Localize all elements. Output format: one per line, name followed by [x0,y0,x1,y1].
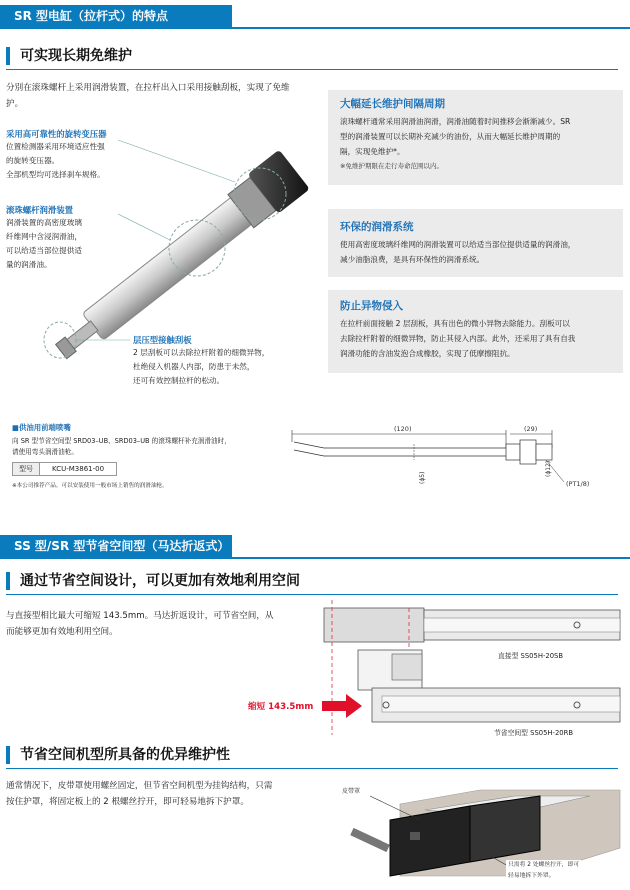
nozzle-text: 向 SR 型节省空间型 SRD03–UB、SRD03–UB 的滚珠螺杆补充润滑油时， [12,437,231,445]
model-label: 型号 [13,463,40,476]
callout-wiper-title: 层压型接触刮板 [133,335,192,345]
shorten-label: 缩短 143.5mm [248,702,314,712]
callout-lube-title: 滚珠螺杆润滑装置 [6,205,73,215]
dim-120: (120) [394,425,412,433]
panel-text: 型的润滑装置可以长期补充减少的油份，从而大幅延长维护周期的 [340,132,561,141]
sr-intro: 分別在滚珠螺杆上采用润滑装置，在拉杆出入口采用接触刮板，实现了免维护。 [6,83,290,109]
sr-heading: 可实现长期免维护 [6,47,132,65]
dim-pt: (PT1/8) [566,480,590,488]
tab-divider [0,27,630,29]
callout-text: 润滑装置的高密度玻璃 [6,218,82,227]
nozzle-info [12,422,284,489]
sr-section-tab: SR 型电缸（拉杆式）的特点 [0,5,232,27]
panel-text: 隔，实现免维护*。 [340,147,405,156]
nozzle-title: ■供油用前端喷嘴 [12,423,71,432]
panel-text: 去除拉杆附着的细微异物，防止其侵入内部。此外，还采用了具有自我 [340,334,576,343]
callout-text: 位置检测器采用环境适应性强 [6,142,105,151]
panel-foreign-matter [328,290,623,373]
screw-note-line: 轻易地拆下外罩。 [508,873,555,879]
screw-note [506,860,581,882]
direct-type-label: 直接型 SS05H-20SB [498,652,564,660]
nozzle-note: ※本公司推荐产品。可以安装使用一般市场上销售的润滑油枪。 [12,483,168,489]
maintenance-line: 通常情况下，皮带罩使用螺丝固定，但节省空间机型为挂钩结构，只需 [6,781,273,791]
callout-text: 还可有效控制拉杆的松动。 [133,376,225,385]
callout-text: 杜绝侵入机器人内部，防患于未然， [133,362,255,371]
callout-text: 可以给适当部位提供适 [6,246,82,255]
ss-intro-line: 而能够更加有效地利用空间。 [6,627,118,637]
nozzle-model-table [12,462,117,476]
shorten-arrow-icon [322,694,364,718]
ss-intro [6,608,318,640]
callout-text: 量的润滑油。 [6,260,52,269]
panel-text: 使用高密度玻璃纤维网的润滑装置可以给适当部位提供适量的润滑油， [340,240,576,249]
dim-29: (29) [524,425,538,433]
nozzle-drawing [284,420,624,500]
callout-text: 纤维网中含浸润滑油， [6,232,82,241]
dim-d12: (ϕ12) [545,460,552,477]
maintenance-line: 按住护罩，将固定板上的 2 根螺丝拧开，即可轻易地拆下护罩。 [6,797,249,807]
callout-text: 的旋转变压器。 [6,156,60,165]
panel-text: 在拉杆前面接触 2 层刮板，具有出色的微小异物去除能力。刮板可以 [340,319,570,328]
panel-text: 润滑功能的含油发泡合成橡胶，实现了低摩擦阻抗。 [340,349,515,358]
heading-rule [6,768,618,769]
screw-note-line: 只需将 2 处螺丝拧开，即可 [508,862,580,868]
panel-note: ※免维护期限在走行寿命范围以内。 [340,162,443,170]
comparison-drawing [322,600,627,735]
ss-section-tab: SS 型/SR 型节省空间型（马达折返式） [0,535,232,557]
maintenance-text [6,778,322,810]
model-value: KCU-M3861-00 [40,463,117,476]
callout-text: 全部机型均可选择刹车规格。 [6,170,105,179]
dim-d5: (ϕ5) [419,471,426,484]
callout-transformer-title: 采用高可靠性的旋转变压器 [6,129,107,139]
panel-eco-lube [328,209,623,277]
panel-text: 滚珠螺杆通常采用润滑油润滑，润滑油随着时间推移会渐渐减少。SR [340,117,571,126]
ss-intro-line: 与直接型相比最大可缩短 143.5mm。马达折返设计，可节省空间，从 [6,611,274,621]
panel-eco-title: 环保的润滑系统 [340,221,414,233]
heading-rule [6,69,618,70]
belt-cover-label: 皮带罩 [342,788,361,795]
panel-maintenance [328,90,623,185]
ss-heading-maintenance: 节省空间机型所具备的优异维护性 [6,746,230,764]
ss-heading: 通过节省空间设计，可以更加有效地利用空间 [6,572,300,590]
callout-text: 2 层刮板可以去除拉杆附着的细微异物， [133,348,270,357]
heading-rule [6,594,618,595]
panel-text: 减少油脂浪费，是具有环保性的润滑系统。 [340,255,485,264]
tab-divider [0,557,630,559]
panel-foreign-title: 防止异物侵入 [340,300,403,312]
nozzle-text: 请使用弯头润滑油枪。 [12,448,78,456]
sr-actuator-illustration [30,130,320,370]
compact-type-label: 节省空间型 SS05H-20RB [494,729,574,737]
panel-maintenance-title: 大幅延长维护间隔周期 [340,98,445,110]
